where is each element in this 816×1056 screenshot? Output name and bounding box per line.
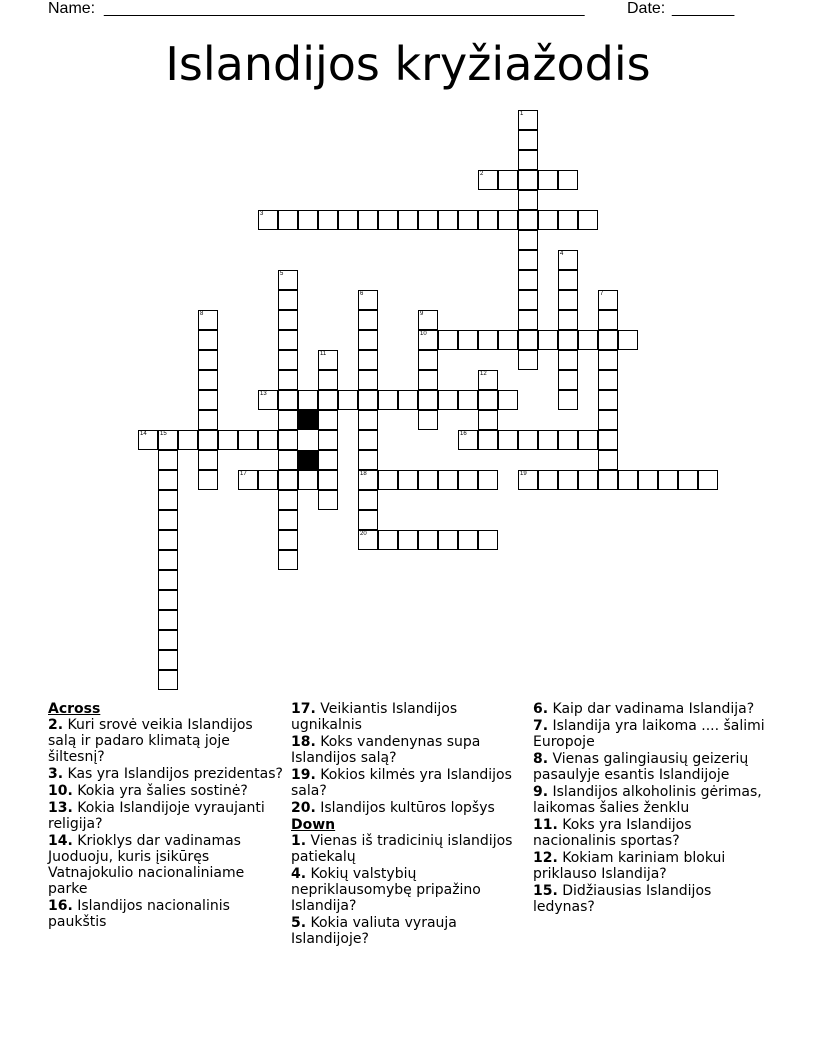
grid-cell[interactable]	[318, 450, 338, 470]
across-heading: Across	[48, 701, 101, 717]
grid-cell[interactable]	[518, 230, 538, 250]
grid-cell[interactable]	[418, 330, 438, 350]
grid-cell[interactable]	[498, 210, 518, 230]
grid-cell[interactable]	[478, 170, 498, 190]
down-clue: 8. Vienas galingiausių geizerių pasaulyje esantis Islandijoje	[533, 751, 749, 783]
grid-cell[interactable]	[558, 170, 578, 190]
grid-cell[interactable]	[198, 390, 218, 410]
grid-cell[interactable]	[418, 210, 438, 230]
grid-cell[interactable]	[398, 210, 418, 230]
grid-cell[interactable]	[558, 390, 578, 410]
down-clue: 7. Islandija yra laikoma .... šalimi Europoje	[533, 718, 765, 750]
clue-number: 12	[480, 371, 487, 377]
grid-cell[interactable]	[418, 310, 438, 330]
grid-cell[interactable]	[258, 470, 278, 490]
grid-cell[interactable]	[518, 430, 538, 450]
grid-cell[interactable]	[358, 370, 378, 390]
grid-cell[interactable]	[358, 390, 378, 410]
grid-cell[interactable]	[278, 290, 298, 310]
grid-cell[interactable]	[218, 430, 238, 450]
clue-number: 9	[420, 311, 424, 317]
grid-cell[interactable]	[378, 530, 398, 550]
clue-number: 5.	[291, 915, 307, 931]
grid-cell[interactable]	[158, 650, 178, 670]
grid-cell[interactable]	[558, 310, 578, 330]
grid-cell[interactable]	[438, 390, 458, 410]
grid-cell[interactable]	[358, 510, 378, 530]
date-line[interactable]: _______	[672, 0, 735, 17]
grid-cell[interactable]	[558, 330, 578, 350]
grid-cell[interactable]	[618, 330, 638, 350]
clue-number: 19	[520, 471, 527, 477]
clue-number: 12.	[533, 850, 558, 866]
clue-number: 8.	[533, 751, 549, 767]
grid-cell[interactable]	[278, 270, 298, 290]
grid-cell[interactable]	[418, 410, 438, 430]
grid-cell[interactable]	[358, 210, 378, 230]
across-clue: 18. Koks vandenynas supa Islandijos salą?	[291, 734, 481, 766]
grid-cell[interactable]	[598, 310, 618, 330]
grid-cell[interactable]	[198, 310, 218, 330]
grid-cell[interactable]	[518, 170, 538, 190]
clue-number: 13.	[48, 800, 73, 816]
down-clue: 12. Kokiam kariniam blokui priklauso Islandija?	[533, 850, 726, 882]
grid-cell[interactable]	[278, 350, 298, 370]
grid-cell[interactable]	[198, 450, 218, 470]
grid-cell[interactable]	[278, 450, 298, 470]
grid-cell[interactable]	[458, 210, 478, 230]
clue-number: 17.	[291, 701, 316, 717]
grid-cell[interactable]	[658, 470, 678, 490]
grid-cell[interactable]	[518, 250, 538, 270]
grid-cell[interactable]	[358, 410, 378, 430]
grid-cell[interactable]	[278, 370, 298, 390]
grid-cell[interactable]	[158, 670, 178, 690]
grid-cell[interactable]	[158, 450, 178, 470]
grid-cell[interactable]	[238, 430, 258, 450]
grid-cell[interactable]	[598, 430, 618, 450]
grid-cell[interactable]	[278, 430, 298, 450]
clue-number: 20.	[291, 800, 316, 816]
grid-cell[interactable]	[358, 450, 378, 470]
clue-number: 1	[520, 111, 524, 117]
grid-cell[interactable]	[598, 330, 618, 350]
grid-cell[interactable]	[578, 330, 598, 350]
down-clue: 11. Koks yra Islandijos nacionalinis sportas?	[533, 817, 692, 849]
grid-cell[interactable]	[498, 430, 518, 450]
grid-cell[interactable]	[338, 390, 358, 410]
grid-cell[interactable]	[158, 550, 178, 570]
grid-cell[interactable]	[478, 210, 498, 230]
clue-number: 16	[460, 431, 467, 437]
clue-number: 17	[240, 471, 247, 477]
clue-number: 9.	[533, 784, 549, 800]
grid-cell[interactable]	[158, 430, 178, 450]
grid-cell[interactable]	[398, 530, 418, 550]
grid-cell[interactable]	[478, 530, 498, 550]
grid-cell[interactable]	[358, 290, 378, 310]
across-clue: 14. Krioklys dar vadinamas Juoduoju, kuris įsikūręs Vatnajokulio nacionaliniame parke	[48, 833, 245, 897]
grid-cell[interactable]	[158, 590, 178, 610]
grid-cell[interactable]	[318, 350, 338, 370]
grid-cell[interactable]	[478, 390, 498, 410]
grid-cell[interactable]	[558, 430, 578, 450]
grid-cell[interactable]	[458, 390, 478, 410]
down-clue: 5. Kokia valiuta vyrauja Islandijoje?	[291, 915, 457, 947]
grid-cell[interactable]	[458, 470, 478, 490]
grid-cell[interactable]	[498, 170, 518, 190]
grid-cell[interactable]	[318, 410, 338, 430]
clue-number: 13	[260, 391, 267, 397]
grid-cell[interactable]	[358, 490, 378, 510]
grid-cell[interactable]	[278, 530, 298, 550]
clue-number: 18.	[291, 734, 316, 750]
grid-cell[interactable]	[278, 470, 298, 490]
clue-number: 5	[280, 271, 284, 277]
grid-cell[interactable]	[478, 470, 498, 490]
grid-cell[interactable]	[438, 210, 458, 230]
grid-cell[interactable]	[558, 210, 578, 230]
clue-number: 7.	[533, 718, 549, 734]
grid-cell[interactable]	[198, 330, 218, 350]
grid-cell[interactable]	[298, 470, 318, 490]
across-clue: 3. Kas yra Islandijos prezidentas?	[48, 766, 283, 782]
grid-cell[interactable]	[598, 450, 618, 470]
grid-cell[interactable]	[158, 610, 178, 630]
grid-cell[interactable]	[318, 370, 338, 390]
grid-cell[interactable]	[358, 350, 378, 370]
grid-cell[interactable]	[198, 470, 218, 490]
grid-cell[interactable]	[458, 330, 478, 350]
clue-number: 6	[360, 291, 364, 297]
across-clue: 13. Kokia Islandijoje vyraujanti religija?	[48, 800, 265, 832]
grid-cell[interactable]	[558, 290, 578, 310]
grid-cell[interactable]	[278, 330, 298, 350]
grid-cell[interactable]	[558, 250, 578, 270]
clue-number: 11	[320, 351, 327, 357]
grid-cell[interactable]	[278, 410, 298, 430]
clue-number: 3	[260, 211, 264, 217]
grid-cell[interactable]	[358, 530, 378, 550]
grid-cell[interactable]	[418, 530, 438, 550]
grid-cell[interactable]	[598, 470, 618, 490]
grid-block-cell	[298, 450, 318, 470]
grid-cell[interactable]	[158, 530, 178, 550]
down-clue: 6. Kaip dar vadinama Islandija?	[533, 701, 755, 717]
grid-cell[interactable]	[478, 370, 498, 390]
page-title: Islandijos kryžiažodis	[165, 37, 651, 91]
grid-cell[interactable]	[358, 470, 378, 490]
grid-cell[interactable]	[558, 270, 578, 290]
grid-cell[interactable]	[538, 210, 558, 230]
grid-cell[interactable]	[538, 330, 558, 350]
grid-cell[interactable]	[538, 430, 558, 450]
grid-cell[interactable]	[198, 350, 218, 370]
grid-cell[interactable]	[398, 390, 418, 410]
across-clue: 10. Kokia yra šalies sostinė?	[48, 783, 248, 799]
grid-cell[interactable]	[318, 470, 338, 490]
grid-cell[interactable]	[198, 430, 218, 450]
grid-cell[interactable]	[298, 210, 318, 230]
grid-cell[interactable]	[238, 470, 258, 490]
clue-number: 15	[160, 431, 167, 437]
down-heading: Down	[291, 817, 336, 833]
grid-cell[interactable]	[158, 470, 178, 490]
grid-cell[interactable]	[258, 430, 278, 450]
grid-cell[interactable]	[198, 370, 218, 390]
down-clue: 1. Vienas iš tradicinių islandijos patiekalų	[291, 833, 513, 865]
across-clue: 19. Kokios kilmės yra Islandijos sala?	[291, 767, 512, 799]
clue-number: 10	[420, 331, 427, 337]
grid-cell[interactable]	[598, 350, 618, 370]
grid-cell[interactable]	[278, 550, 298, 570]
grid-cell[interactable]	[318, 430, 338, 450]
clue-number: 6.	[533, 701, 549, 717]
across-clue: 20. Islandijos kultūros lopšys	[291, 800, 495, 816]
grid-cell[interactable]	[518, 290, 538, 310]
grid-cell[interactable]	[318, 210, 338, 230]
clue-number: 11.	[533, 817, 558, 833]
grid-cell[interactable]	[318, 490, 338, 510]
grid-cell[interactable]	[558, 350, 578, 370]
grid-cell[interactable]	[518, 110, 538, 130]
clue-number: 2.	[48, 717, 64, 733]
grid-cell[interactable]	[538, 170, 558, 190]
clues-column-2	[291, 701, 526, 948]
grid-cell[interactable]	[278, 490, 298, 510]
clue-number: 15.	[533, 883, 558, 899]
grid-cell[interactable]	[318, 390, 338, 410]
grid-cell[interactable]	[698, 470, 718, 490]
grid-cell[interactable]	[378, 390, 398, 410]
grid-cell[interactable]	[358, 330, 378, 350]
grid-cell[interactable]	[538, 470, 558, 490]
grid-cell[interactable]	[458, 530, 478, 550]
across-clue: 2. Kuri srovė veikia Islandijos salą ir padaro klimatą joje šiltesnį?	[48, 717, 253, 765]
grid-cell[interactable]	[158, 570, 178, 590]
grid-cell[interactable]	[578, 470, 598, 490]
clue-number: 1.	[291, 833, 307, 849]
date-label: Date:	[627, 0, 666, 17]
clue-number: 4.	[291, 866, 307, 882]
across-clue: 16. Islandijos nacionalinis paukštis	[48, 898, 230, 930]
clue-number: 7	[600, 291, 604, 297]
grid-cell[interactable]	[338, 210, 358, 230]
grid-cell[interactable]	[618, 470, 638, 490]
across-clues-column-1	[48, 701, 283, 931]
grid-cell[interactable]	[298, 390, 318, 410]
grid-cell[interactable]	[278, 510, 298, 530]
grid-cell[interactable]	[418, 350, 438, 370]
clue-number: 4	[560, 251, 564, 257]
grid-cell[interactable]	[498, 330, 518, 350]
name-label: Name:	[48, 0, 96, 17]
grid-cell[interactable]	[478, 430, 498, 450]
grid-cell[interactable]	[598, 370, 618, 390]
grid-cell[interactable]	[598, 390, 618, 410]
grid-cell[interactable]	[378, 210, 398, 230]
grid-cell[interactable]	[418, 370, 438, 390]
grid-cell[interactable]	[598, 410, 618, 430]
grid-cell[interactable]	[518, 150, 538, 170]
down-clues-column-3	[533, 701, 768, 916]
grid-cell[interactable]	[518, 350, 538, 370]
grid-cell[interactable]	[398, 470, 418, 490]
grid-cell[interactable]	[518, 330, 538, 350]
clue-number: 8	[200, 311, 204, 317]
grid-cell[interactable]	[558, 370, 578, 390]
grid-cell[interactable]	[458, 430, 478, 450]
down-clue: 9. Islandijos alkoholinis gėrimas, laikomas šalies ženklu	[533, 784, 762, 816]
grid-cell[interactable]	[478, 330, 498, 350]
grid-cell[interactable]	[418, 470, 438, 490]
grid-cell[interactable]	[418, 390, 438, 410]
grid-cell[interactable]	[438, 470, 458, 490]
grid-cell[interactable]	[518, 270, 538, 290]
name-line[interactable]: ______________________________________________________	[104, 0, 585, 17]
grid-cell[interactable]	[558, 470, 578, 490]
grid-cell[interactable]	[158, 490, 178, 510]
clue-number: 10.	[48, 783, 73, 799]
grid-cell[interactable]	[518, 310, 538, 330]
grid-cell[interactable]	[258, 210, 278, 230]
grid-cell[interactable]	[518, 190, 538, 210]
clue-number: 20	[360, 531, 367, 537]
grid-cell[interactable]	[198, 410, 218, 430]
down-clue: 4. Kokių valstybių nepriklausomybę pripažino Islandija?	[291, 866, 481, 914]
grid-cell[interactable]	[678, 470, 698, 490]
grid-cell[interactable]	[278, 210, 298, 230]
grid-cell[interactable]	[158, 510, 178, 530]
grid-cell[interactable]	[518, 130, 538, 150]
grid-cell[interactable]	[358, 310, 378, 330]
clue-number: 2	[480, 171, 484, 177]
grid-cell[interactable]	[498, 390, 518, 410]
clue-number: 14.	[48, 833, 73, 849]
grid-cell[interactable]	[178, 430, 198, 450]
grid-cell[interactable]	[518, 210, 538, 230]
clue-number: 14	[140, 431, 147, 437]
grid-cell[interactable]	[438, 530, 458, 550]
grid-cell[interactable]	[378, 470, 398, 490]
grid-cell[interactable]	[158, 630, 178, 650]
grid-cell[interactable]	[578, 210, 598, 230]
clue-number: 19.	[291, 767, 316, 783]
grid-cell[interactable]	[598, 290, 618, 310]
clue-number: 3.	[48, 766, 64, 782]
down-clue: 15. Didžiausias Islandijos ledynas?	[533, 883, 712, 915]
grid-cell[interactable]	[438, 330, 458, 350]
clue-number: 16.	[48, 898, 73, 914]
grid-cell[interactable]	[278, 310, 298, 330]
grid-cell[interactable]	[358, 430, 378, 450]
grid-cell[interactable]	[478, 410, 498, 430]
grid-block-cell	[298, 410, 318, 430]
grid-cell[interactable]	[638, 470, 658, 490]
clue-number: 18	[360, 471, 367, 477]
grid-cell[interactable]	[518, 470, 538, 490]
grid-cell[interactable]	[278, 390, 298, 410]
grid-cell[interactable]	[138, 430, 158, 450]
across-clue: 17. Veikiantis Islandijos ugnikalnis	[291, 701, 458, 733]
grid-cell[interactable]	[578, 430, 598, 450]
grid-cell[interactable]	[258, 390, 278, 410]
